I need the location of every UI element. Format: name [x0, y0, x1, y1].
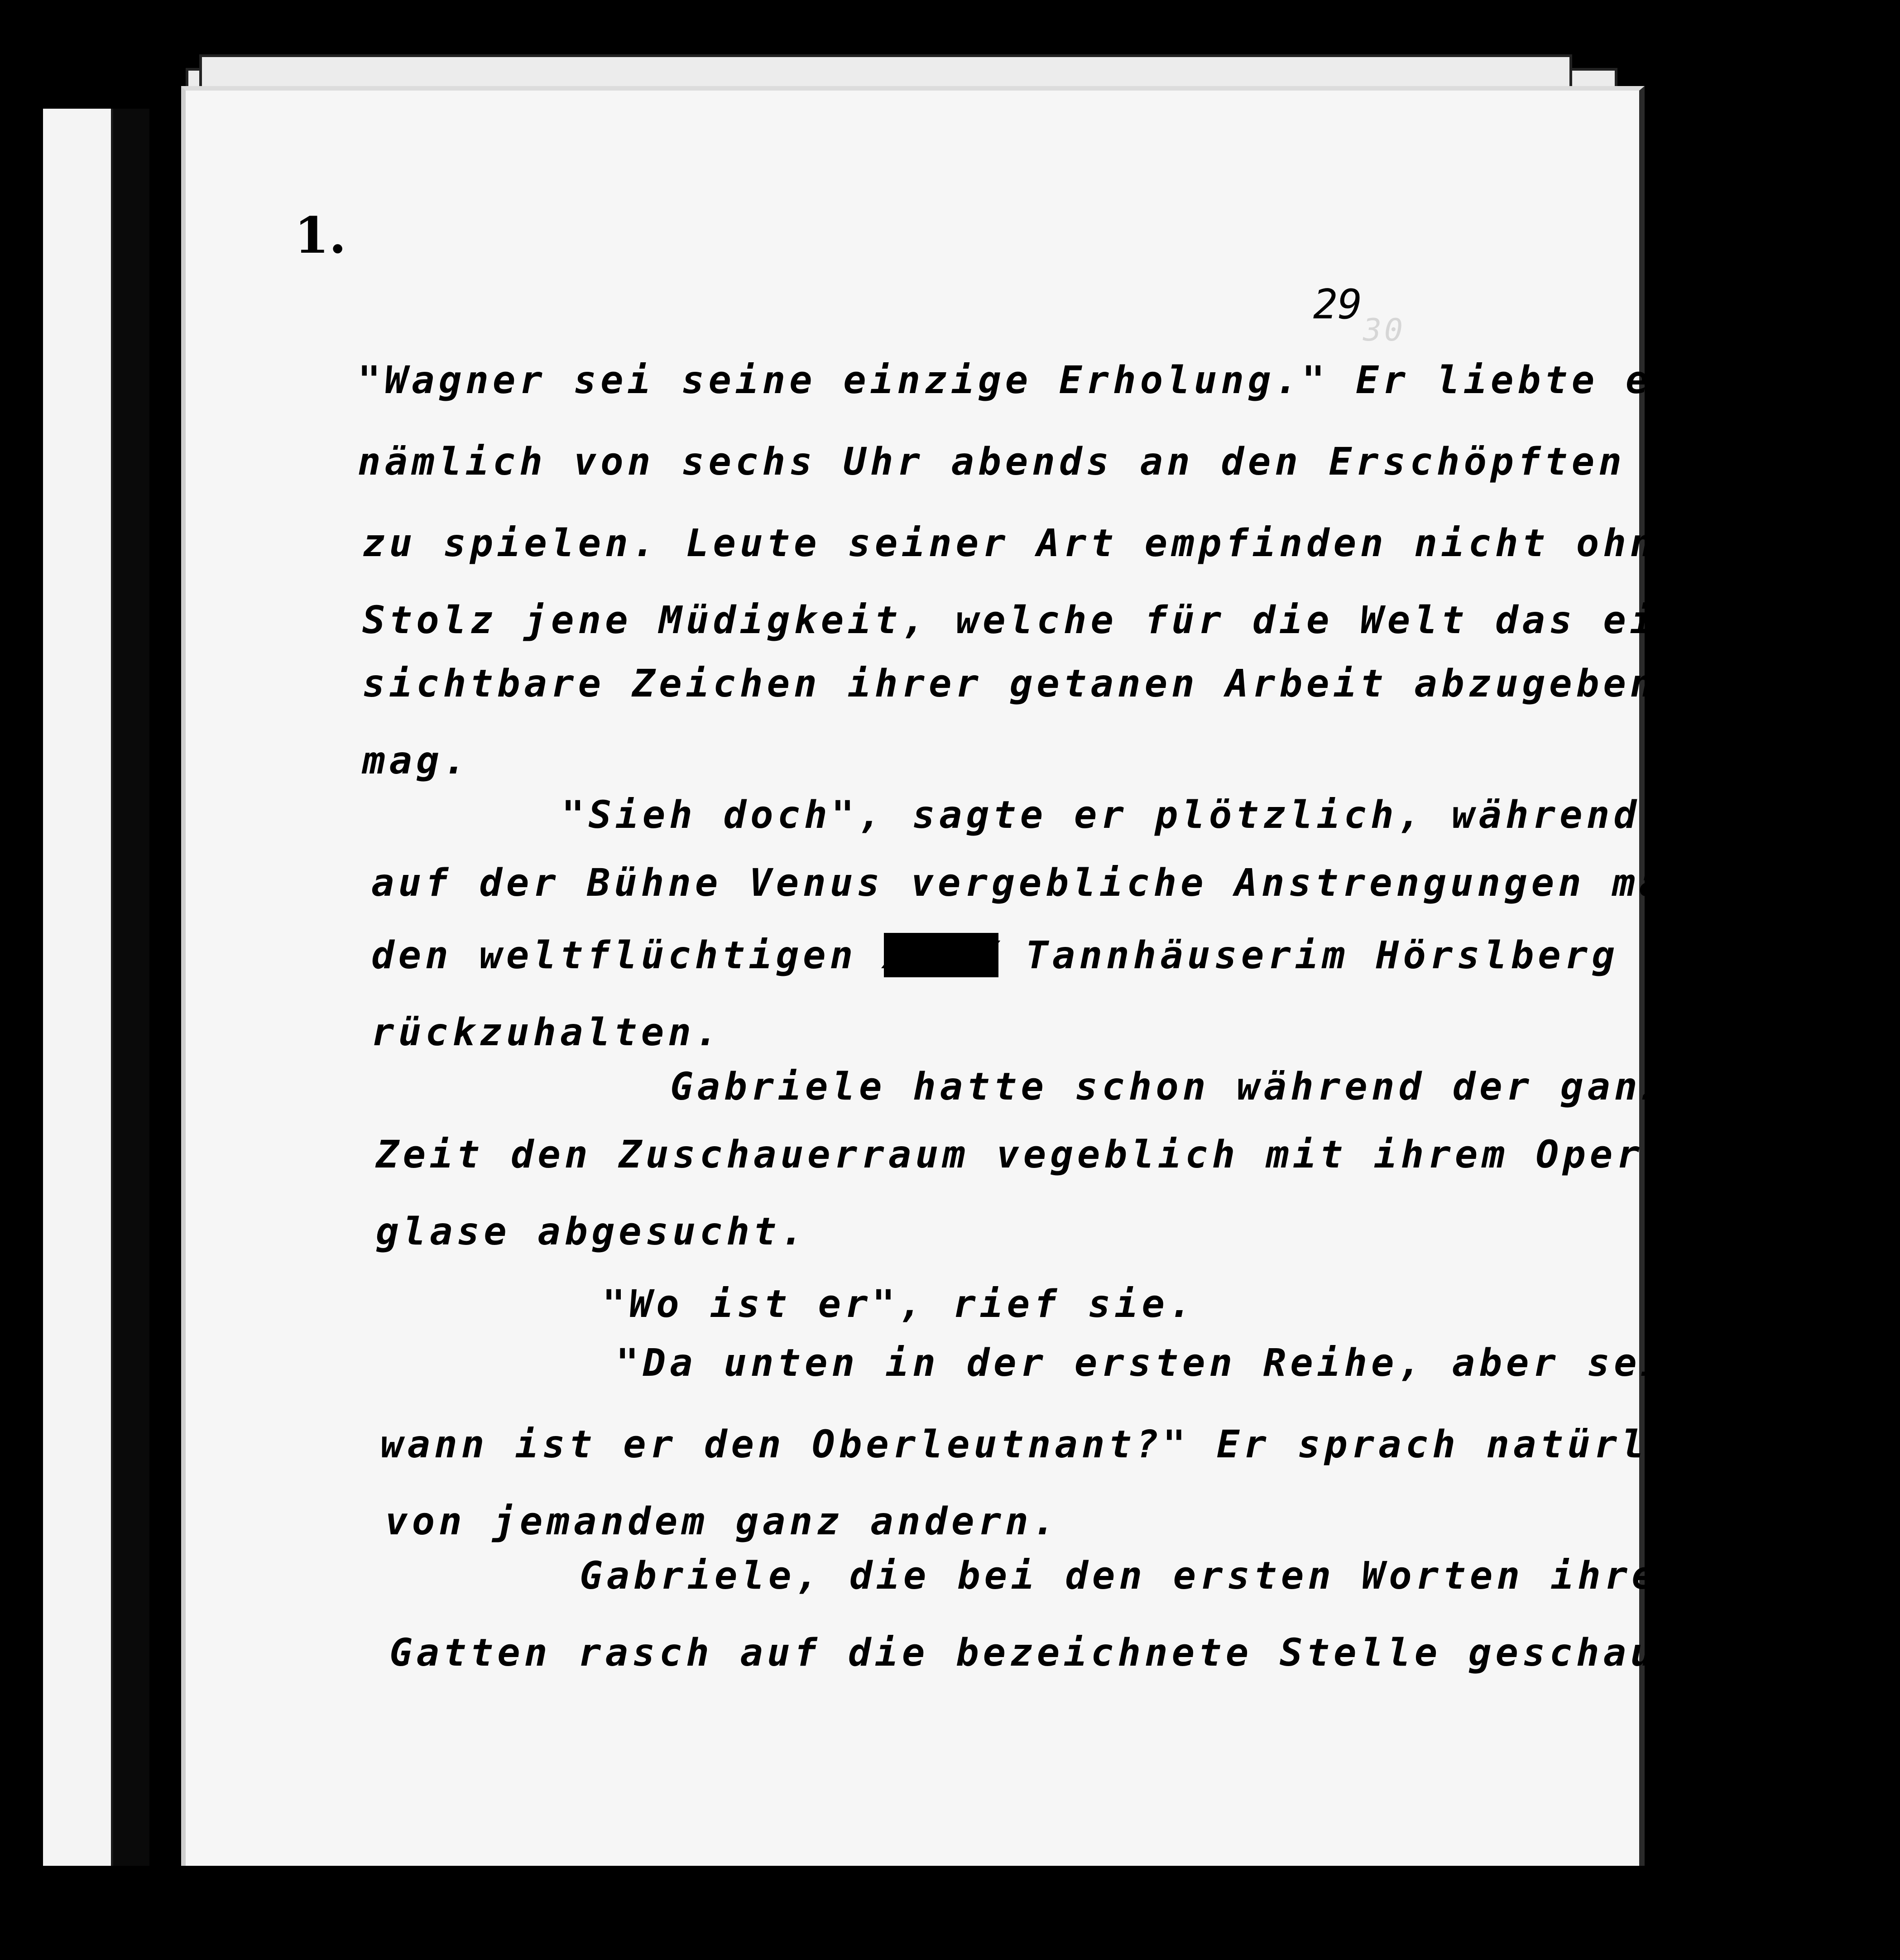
text-line: glase abgesucht.: [376, 1209, 808, 1254]
text-line: Gabriele hatte schon während der ganzen: [670, 1064, 1722, 1109]
corner-mark: 1.: [294, 206, 346, 264]
text-line: nämlich von sechs Uhr abends an den Erschöpften: [358, 439, 1626, 484]
text-line: "Wo ist er", rief sie.: [602, 1282, 1196, 1326]
text-line: zu spielen. Leute seiner Art empfinden nicht ohne: [362, 521, 1684, 565]
text-line: rückzuhalten.: [371, 1010, 722, 1054]
text-fragment: den weltflüchtigen: [371, 933, 857, 977]
text-line: "Wagner sei seine einzige Erholung." Er liebte es: [358, 358, 1680, 402]
text-line: mag.: [362, 738, 470, 783]
text-line: [371, 933, 1754, 977]
bleed-through: 30: [1363, 312, 1406, 348]
text-line: von jemandem ganz andern.: [385, 1499, 1060, 1543]
text-line: "Da unten in der ersten Reihe, aber seit: [616, 1340, 1695, 1385]
text-line: Gatten rasch auf die bezeichnete Stelle geschaut, wand -: [389, 1630, 1900, 1675]
page-number: 29: [1313, 281, 1363, 328]
text-line: "Sieh doch", sagte er plötzlich, während: [561, 793, 1641, 837]
adjacent-sheet-edge: [43, 109, 117, 1866]
text-line: Gabriele, die bei den ersten Worten ihres: [580, 1553, 1686, 1598]
text-fragment: Tannhäuserim Hörslberg zu -: [1025, 933, 1754, 977]
text-line: Stolz jene Müdigkeit, welche für die Welt das einzig: [362, 598, 1765, 642]
text-line: Zeit den Zuschauerraum vegeblich mit ihrem Opern -: [376, 1132, 1725, 1177]
text-line: auf der Bühne Venus vergebliche Anstrengungen machte: [371, 860, 1774, 905]
redaction-block: XXXXX: [883, 933, 998, 977]
text-line: sichtbare Zeichen ihrer getanen Arbeit abzugeben ver-: [362, 661, 1792, 706]
text-line: wann ist er den Oberleutnant?" Er sprach natürlich: [380, 1422, 1729, 1466]
binding-shadow: [113, 109, 149, 1866]
